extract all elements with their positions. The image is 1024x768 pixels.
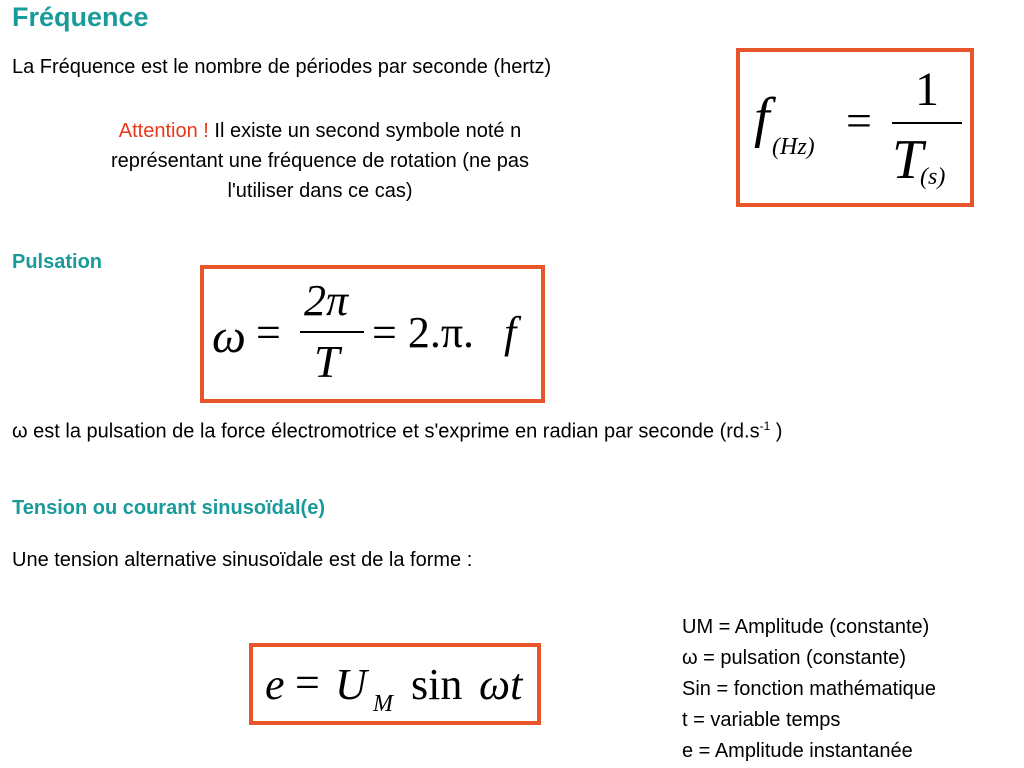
formula-rhs: = 2.π. bbox=[372, 308, 475, 357]
formula-2pi: 2π bbox=[304, 276, 349, 325]
omega-description-exponent: -1 bbox=[759, 419, 771, 433]
attention-note bbox=[40, 116, 600, 206]
formula-numerator: 1 bbox=[915, 63, 939, 116]
tension-intro: Une tension alternative sinusoïdale est de la forme : bbox=[12, 549, 473, 571]
formula-sin: sin bbox=[411, 660, 463, 709]
formula-M: M bbox=[373, 691, 393, 717]
attention-line-3: l'utiliser dans ce cas) bbox=[227, 180, 413, 202]
omega-description-close: ) bbox=[770, 420, 783, 443]
list-item: ω = pulsation (constante) bbox=[682, 647, 907, 669]
formula-T: T bbox=[314, 336, 340, 387]
pulsation-formula-box bbox=[200, 265, 545, 403]
formula-T: T bbox=[892, 129, 924, 191]
formula-f: f bbox=[504, 308, 517, 357]
page-title: Fréquence bbox=[12, 2, 149, 32]
frequency-definition: La Fréquence est le nombre de périodes par seconde (hertz) bbox=[12, 56, 552, 78]
attention-label: Attention ! bbox=[118, 120, 209, 142]
formula-f: f bbox=[754, 87, 770, 149]
definitions-list bbox=[682, 612, 936, 767]
formula-unit-s: (s) bbox=[920, 164, 946, 190]
list-item: e = Amplitude instantanée bbox=[682, 740, 913, 762]
list-item: t = variable temps bbox=[682, 709, 841, 731]
tension-formula-box bbox=[249, 643, 541, 725]
formula-omega-t: ωt bbox=[479, 660, 523, 709]
tension-heading: Tension ou courant sinusoïdal(e) bbox=[12, 497, 325, 519]
formula-equals: = bbox=[295, 658, 320, 707]
fraction-bar bbox=[892, 122, 962, 124]
formula-equals: = bbox=[256, 308, 281, 357]
attention-line-2: représentant une fréquence de rotation (ne pas bbox=[110, 150, 530, 172]
list-item: Sin = fonction mathématique bbox=[682, 678, 937, 700]
list-item: UM = Amplitude (constante) bbox=[682, 616, 930, 638]
frequency-formula-box bbox=[736, 48, 974, 207]
formula-e: e bbox=[265, 660, 285, 709]
formula-U: U bbox=[335, 660, 367, 709]
formula-unit-hz: (Hz) bbox=[772, 134, 815, 160]
fraction-bar bbox=[300, 331, 364, 333]
omega-description bbox=[12, 419, 782, 444]
omega-description-text: ω est la pulsation de la force électromotrice et s'exprime en radian par seconde (rd.s bbox=[12, 420, 760, 443]
pulsation-heading: Pulsation bbox=[12, 251, 103, 273]
formula-equals: = bbox=[846, 95, 872, 146]
attention-line-1: Il existe un second symbole noté n bbox=[208, 120, 522, 142]
formula-omega: ω bbox=[212, 310, 246, 363]
